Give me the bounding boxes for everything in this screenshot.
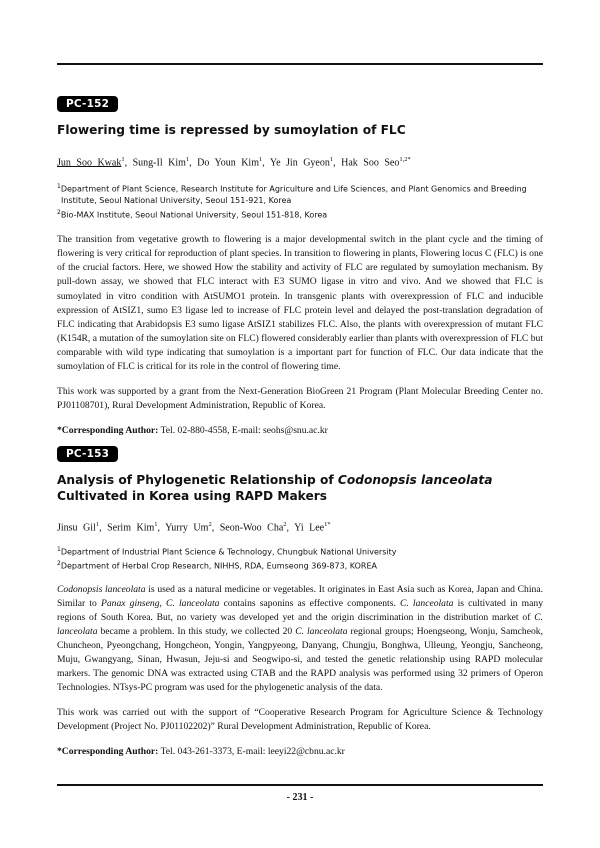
author-list bbox=[57, 153, 543, 169]
corresponding-author bbox=[57, 745, 543, 759]
author-affiliation-mark: 1,2* bbox=[399, 156, 411, 163]
author-affiliation-mark: 1 bbox=[121, 156, 125, 163]
author-name: Sung-Il Kim bbox=[132, 157, 186, 169]
body-text: contains saponins as effective components. bbox=[219, 597, 400, 609]
author-affiliation-mark: 1* bbox=[324, 521, 331, 528]
affiliation-text: Bio-MAX Institute, Seoul National University, Seoul 151-818, Korea bbox=[60, 210, 328, 220]
corresponding-label: *Corresponding Author: bbox=[57, 745, 159, 757]
species-name: C. lanceolata bbox=[166, 597, 220, 609]
author-separator: , bbox=[286, 522, 290, 534]
author-name: Yurry Um bbox=[165, 522, 209, 534]
author-name: Do Youn Kim bbox=[197, 157, 259, 169]
author-affiliation-mark: 1 bbox=[154, 521, 158, 528]
acknowledgement: This work was supported by a grant from the Next-Generation BioGreen 21 Program (Plant Molecular Breeding Center no. PJ01108701), Rural Development Administration, Republic of Korea. bbox=[57, 386, 543, 412]
author-affiliation-mark: 1 bbox=[185, 156, 190, 163]
affiliation-mark: 1 bbox=[57, 546, 61, 554]
title-part: Analysis of Phylogenetic Relationship of bbox=[57, 473, 338, 487]
abstract-number-badge: PC-153 bbox=[57, 446, 118, 462]
top-rule bbox=[57, 63, 543, 65]
species-name: C. lanceolata bbox=[57, 611, 543, 637]
corresponding-contact: Tel. 02-880-4558, E-mail: seohs@snu.ac.kr bbox=[160, 425, 328, 437]
author-affiliation-mark: 1 bbox=[258, 156, 263, 163]
author-separator: , bbox=[124, 157, 128, 169]
author-affiliation-mark: 2 bbox=[208, 521, 212, 528]
species-name: Codonopsis lanceolata bbox=[57, 583, 146, 595]
affiliation-text: Department of Industrial Plant Science & Technology, Chungbuk National University bbox=[60, 547, 397, 557]
author-name: Seon-Woo Cha bbox=[219, 522, 284, 534]
species-name: Panax ginseng bbox=[101, 597, 160, 609]
author-affiliation-mark: 1 bbox=[329, 156, 334, 163]
author-name: Ye Jin Gyeon bbox=[269, 157, 330, 169]
author-name: Yi Lee bbox=[294, 522, 325, 534]
corresponding-author bbox=[57, 424, 543, 438]
abstract-number-badge: PC-152 bbox=[57, 96, 118, 112]
body-text: is used as a natural medicine or vegetables. It originates in East Asia such as Korea, Japan and China. Similar to bbox=[57, 583, 543, 609]
affiliation-mark: 1 bbox=[57, 183, 61, 191]
abstract-title: Flowering time is repressed by sumoylation of FLC bbox=[57, 123, 406, 137]
author-separator: , bbox=[99, 522, 102, 534]
affiliation-item bbox=[57, 207, 543, 221]
author-separator: , bbox=[157, 522, 161, 534]
body-text: , bbox=[159, 597, 167, 609]
abstract-body: The transition from vegetative growth to flowering is a major developmental switch in the plant cycle and the timing of flowering is very critical for reproduction of plant species. In transition to flowering in plants, Flowering locus C (FLC) is one of the crucial factors. Here, we showed How the stability and activity of FLC are regulated by sumoylation mechanism. By pull-down assay, we showed that FLC interact with E3 SUMO ligase in vitro and vivo. And we showed that FLC is sumoylated in vitro condition with AtSUMO1 protein. In transgenic plants with overexpression of FLC and inducible expression of AtSIZ1, sumo E3 ligase led to increase of FLC protein level and delayed the post-translation degradation of FLC indicating that Arabidopsis E3 sumo ligase AtSIZ1 stabilizes FLC. Also, the plants with overexpression of mutant FLC (K154R, a mutation of the sumoylation site on FLC) flowered considerably earlier than plants with overexpression of FLC but comparable with wild type indicating that sumoylation is a important part for function of FLC. Our data indicate that the sumoylation of FLC is critical for its role in the control of flowering time. bbox=[57, 234, 543, 372]
abstract-body bbox=[57, 583, 543, 696]
body-text: is cultivated in many regions of South Korea. But, no variety was developed yet and the origin discrimination in the distribution market of bbox=[57, 597, 543, 623]
species-name: C. lanceolata bbox=[295, 625, 348, 637]
affiliation-text: Department of Herbal Crop Research, NIHHS, RDA, Eumseong 369-873, KOREA bbox=[60, 562, 377, 572]
abstract-pc-152 bbox=[57, 94, 543, 438]
corresponding-label: *Corresponding Author: bbox=[57, 425, 159, 437]
corresponding-contact: Tel. 043-261-3373, E-mail: leeyi22@cbnu.ac.kr bbox=[160, 745, 345, 757]
author-separator: , bbox=[211, 522, 215, 534]
affiliation-mark: 2 bbox=[57, 208, 61, 216]
author-affiliation-mark: 1 bbox=[95, 521, 100, 528]
author-name: Jinsu Gil bbox=[57, 522, 96, 534]
author-affiliation-mark: 2 bbox=[283, 521, 287, 528]
affiliation-mark: 2 bbox=[57, 560, 61, 568]
author-name: Jun Soo Kwak bbox=[57, 157, 122, 169]
species-name: C. lanceolata bbox=[400, 597, 454, 609]
author-separator: , bbox=[189, 157, 192, 169]
bottom-rule bbox=[57, 784, 543, 786]
author-separator: , bbox=[262, 157, 265, 169]
abstract-pc-153 bbox=[57, 444, 543, 759]
body-text: regional groups; Hoengseong, Wonju, Samcheok, Chuncheon, Pyeongchang, Hongcheon, Yongin, Yangpyeong, Danyang, Chungju, Bonghwa, Ulleung, Yeongju, Sancheong, Muju, Gwangyang, Sinan, Hwasun, Jeju-si and Seogwipo-si, and tested the genetic relationship using RAPD molecular markers. The genomic DNA was extracted using CTAB and the RAPD analysis was performed using 32 primers of Operon Technologies. NTsys-PC program was used for the phylogenetic analysis of the data. bbox=[57, 625, 543, 694]
affiliation-item bbox=[57, 558, 543, 572]
title-species: Codonopsis lanceolata bbox=[337, 473, 493, 487]
author-name: Serim Kim bbox=[107, 522, 155, 534]
body-text: became a problem. In this study, we collected 20 bbox=[97, 625, 296, 637]
author-separator: , bbox=[333, 157, 336, 169]
affiliation-item bbox=[57, 181, 543, 195]
affiliation-continuation: Institute, Seoul National University, Seoul 151-921, Korea bbox=[61, 196, 292, 206]
author-list bbox=[57, 518, 543, 534]
affiliation-item bbox=[57, 544, 543, 558]
affiliation-text: Department of Plant Science, Research Institute for Agriculture and Life Sciences, and Plant Genomics and Breeding bbox=[60, 184, 527, 194]
author-name: Hak Soo Seo bbox=[341, 157, 400, 169]
acknowledgement: This work was carried out with the support of “Cooperative Research Program for Agriculture Science & Technology Development (Project No. PJ01102202)” Rural Development Administration, Republic of Korea. bbox=[57, 707, 543, 733]
page-number: - 231 - bbox=[286, 792, 314, 803]
abstract-title bbox=[57, 472, 543, 504]
affiliation-list bbox=[57, 544, 543, 572]
affiliation-list bbox=[57, 181, 543, 221]
title-part: Cultivated in Korea using RAPD Makers bbox=[57, 489, 327, 503]
